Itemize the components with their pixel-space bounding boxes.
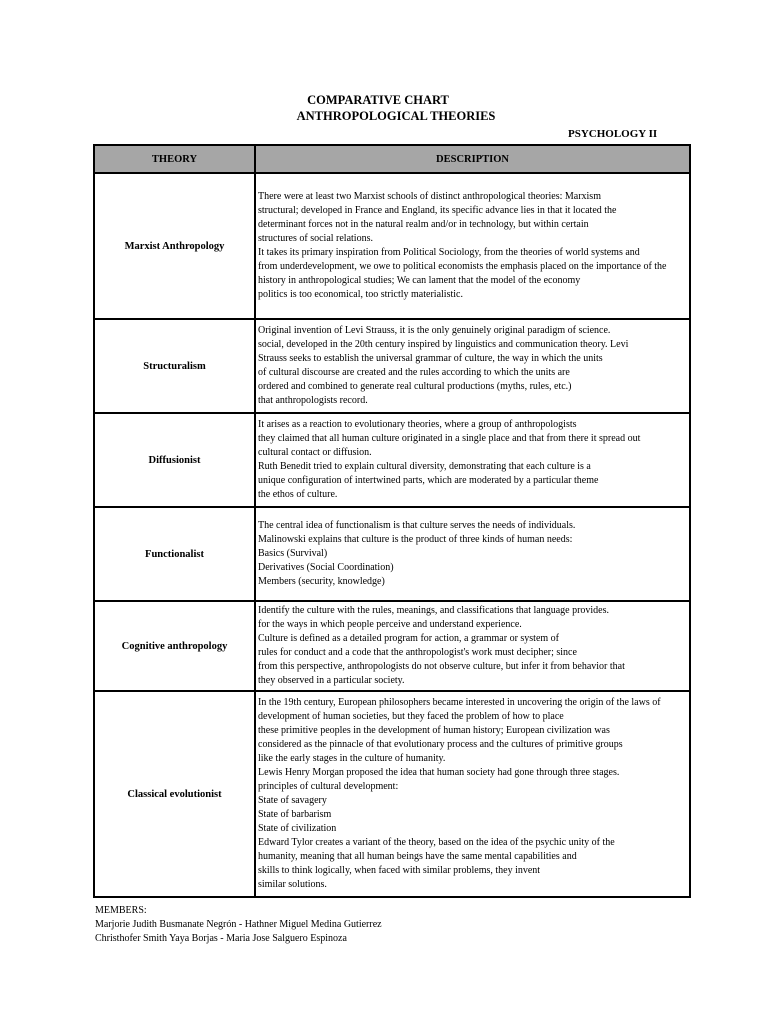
description-line: similar solutions. (258, 879, 327, 890)
column-header-theory: THEORY (94, 145, 255, 173)
description-line: politics is too economical, too strictly materialistic. (258, 289, 463, 300)
table-row (94, 601, 690, 691)
description-line: Lewis Henry Morgan proposed the idea that human society had gone through three stages. (258, 767, 620, 778)
description-cell (255, 413, 690, 507)
theory-cell: Classical evolutionist (94, 691, 255, 897)
description-line: they observed in a particular society. (258, 675, 405, 686)
subject-label: PSYCHOLOGY II (568, 128, 658, 140)
description-line: considered as the pinnacle of that evolutionary process and the cultures of primitive groups (258, 739, 623, 750)
description-line: development of human societies, but they faced the problem of how to place (258, 711, 564, 722)
description-line: structural; developed in France and England, its specific advance lies in that it located the (258, 205, 617, 216)
description-line: the ethos of culture. (258, 489, 338, 500)
description-line: history in anthropological studies; We can lament that the model of the economy (258, 275, 581, 286)
table-row (94, 691, 690, 897)
column-header-description: DESCRIPTION (255, 145, 690, 173)
description-line: Basics (Survival) (258, 548, 328, 559)
theory-cell: Structuralism (94, 319, 255, 413)
description-line: skills to think logically, when faced with similar problems, they invent (258, 865, 541, 876)
document-subtitle: ANTHROPOLOGICAL THEORIES (296, 109, 496, 123)
description-line: It takes its primary inspiration from Political Sociology, from the theories of world systems and (258, 247, 640, 258)
table-header-row (94, 145, 690, 173)
description-line: Derivatives (Social Coordination) (258, 562, 394, 573)
description-line: It arises as a reaction to evolutionary theories, where a group of anthropologists (258, 419, 577, 430)
description-line: from underdevelopment, we owe to political economists the emphasis placed on the importance of the (258, 261, 667, 272)
description-line: they claimed that all human culture originated in a single place and that from there it spread out (258, 433, 641, 444)
description-line: State of barbarism (258, 809, 332, 820)
description-cell (255, 173, 690, 319)
description-line: principles of cultural development: (258, 781, 399, 792)
description-line: Members (security, knowledge) (258, 576, 385, 587)
theory-cell: Functionalist (94, 507, 255, 601)
description-line: humanity, meaning that all human beings have the same mental capabilities and (258, 851, 577, 862)
description-cell (255, 691, 690, 897)
theory-cell: Cognitive anthropology (94, 601, 255, 691)
description-cell (255, 319, 690, 413)
description-line: that anthropologists record. (258, 395, 368, 406)
description-line: The central idea of functionalism is that culture serves the needs of individuals. (258, 520, 576, 531)
description-line: determinant forces not in the natural realm and/or in technology, but within certain (258, 219, 589, 230)
description-line: Original invention of Levi Strauss, it is the only genuinely original paradigm of science. (258, 325, 611, 336)
theory-cell: Marxist Anthropology (94, 173, 255, 319)
description-line: State of civilization (258, 823, 337, 834)
members-label: MEMBERS: (95, 905, 147, 916)
description-cell (255, 601, 690, 691)
description-line: Identify the culture with the rules, meanings, and classifications that language provides. (258, 605, 610, 616)
document-title: COMPARATIVE CHART (307, 93, 449, 107)
comparative-table (93, 144, 691, 898)
members-section (95, 904, 382, 946)
description-line: There were at least two Marxist schools of distinct anthropological theories: Marxism (258, 191, 601, 202)
description-line: Culture is defined as a detailed program for action, a grammar or system of (258, 633, 560, 644)
description-cell (255, 507, 690, 601)
description-line: cultural contact or diffusion. (258, 447, 372, 458)
description-line: Edward Tylor creates a variant of the theory, based on the idea of the psychic unity of the (258, 837, 615, 848)
table-row (94, 319, 690, 413)
description-line: In the 19th century, European philosophers became interested in uncovering the origin of the laws of (258, 697, 661, 708)
description-line: rules for conduct and a code that the anthropologist's work must decipher; since (258, 647, 577, 658)
theory-cell: Diffusionist (94, 413, 255, 507)
table-row (94, 173, 690, 319)
description-line: Ruth Benedit tried to explain cultural diversity, demonstrating that each culture is a (258, 461, 591, 472)
description-line: Malinowski explains that culture is the product of three kinds of human needs: (258, 534, 573, 545)
description-line: like the early stages in the culture of humanity. (258, 753, 446, 764)
description-line: State of savagery (258, 795, 327, 806)
description-line: unique configuration of intertwined parts, which are moderated by a particular theme (258, 475, 599, 486)
description-line: from this perspective, anthropologists do not observe culture, but infer it from behavior that (258, 661, 625, 672)
description-line: ordered and combined to generate real cultural productions (myths, rules, etc.) (258, 381, 572, 392)
description-line: social, developed in the 20th century inspired by linguistics and communication theory. Levi (258, 339, 629, 350)
description-line: of cultural discourse are created and the rules according to which the units are (258, 367, 570, 378)
members-line: Christhofer Smith Yaya Borjas - Maria Jose Salguero Espinoza (95, 933, 347, 944)
description-line: Strauss seeks to establish the universal grammar of culture, the way in which the units (258, 353, 603, 364)
table-row (94, 413, 690, 507)
table-row (94, 507, 690, 601)
description-line: structures of social relations. (258, 233, 373, 244)
members-line: Marjorie Judith Busmanate Negrón - Hathner Miguel Medina Gutierrez (95, 919, 382, 930)
description-line: for the ways in which people perceive and understand experience. (258, 619, 522, 630)
description-line: these primitive peoples in the development of human history; European civilization was (258, 725, 610, 736)
